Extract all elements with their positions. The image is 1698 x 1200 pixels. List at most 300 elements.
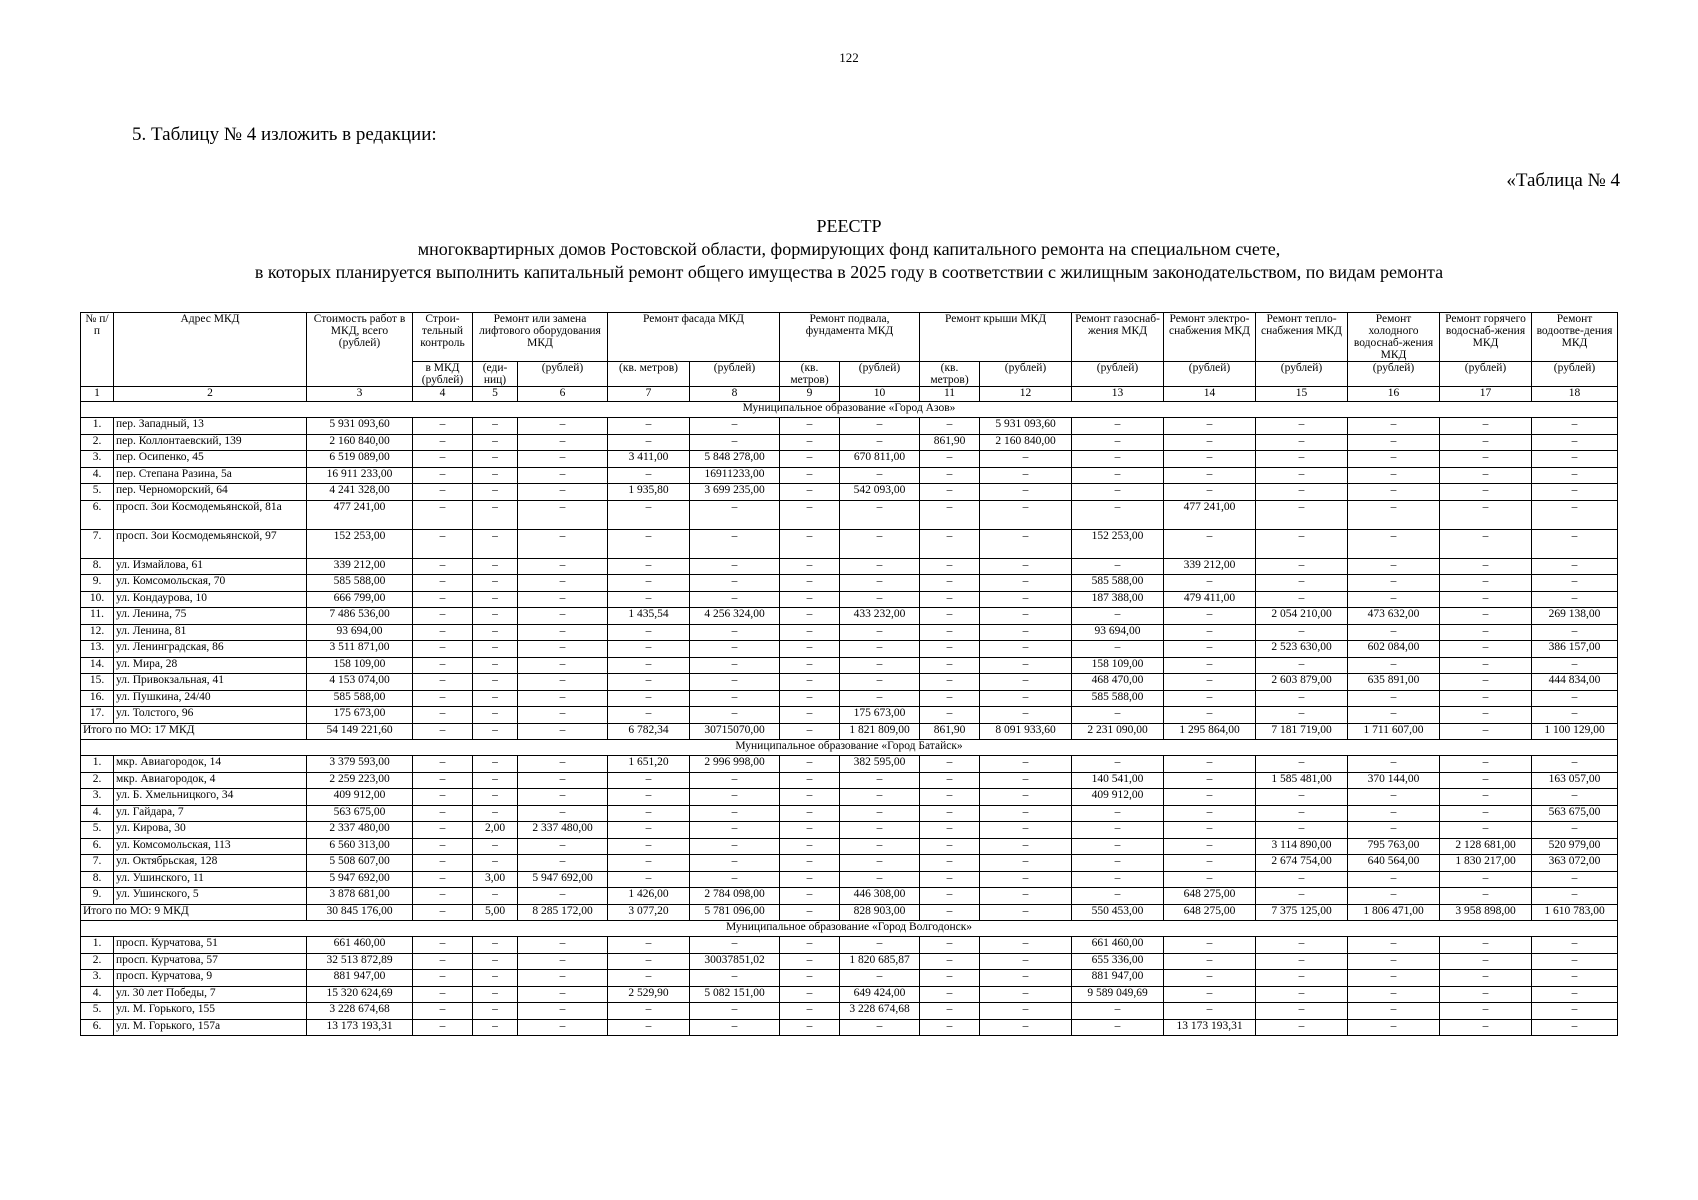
value-cell: – <box>780 467 840 484</box>
value-cell: – <box>608 805 690 822</box>
value-cell: – <box>920 986 980 1003</box>
column-number: 4 <box>413 387 473 402</box>
value-cell: – <box>840 789 920 806</box>
header-lift: Ремонт или замена лифтового оборудования МКД <box>473 313 608 362</box>
header-basement-rub: (рублей) <box>840 362 920 387</box>
value-cell: – <box>413 484 473 501</box>
value-cell: – <box>920 822 980 839</box>
value-cell: – <box>413 690 473 707</box>
total-value: 7 181 719,00 <box>1256 723 1348 740</box>
total-value: 861,90 <box>920 723 980 740</box>
total-value: 3 077,20 <box>608 904 690 921</box>
table-row <box>81 657 1618 674</box>
value-cell: – <box>1532 575 1618 592</box>
value-cell: – <box>473 558 518 575</box>
value-cell: – <box>840 1019 920 1036</box>
header-roof: Ремонт крыши МКД <box>920 313 1072 362</box>
table-row <box>81 937 1618 954</box>
value-cell: – <box>690 591 780 608</box>
value-cell: – <box>840 575 920 592</box>
value-cell: – <box>1440 624 1532 641</box>
value-cell: – <box>1256 986 1348 1003</box>
address-cell: ул. Комсомольская, 113 <box>114 838 307 855</box>
column-number: 16 <box>1348 387 1440 402</box>
value-cell: – <box>780 451 840 468</box>
address-cell: просп. Зои Космодемьянской, 81а <box>114 500 307 529</box>
row-number: 15. <box>81 674 114 691</box>
value-cell: – <box>1256 575 1348 592</box>
value-cell: – <box>980 822 1072 839</box>
row-number: 8. <box>81 871 114 888</box>
value-cell: 409 912,00 <box>307 789 413 806</box>
value-cell: – <box>413 674 473 691</box>
row-number: 3. <box>81 789 114 806</box>
value-cell: – <box>1072 1003 1164 1020</box>
value-cell: – <box>690 937 780 954</box>
value-cell: 1 830 217,00 <box>1440 855 1532 872</box>
value-cell: – <box>608 575 690 592</box>
value-cell: – <box>1532 986 1618 1003</box>
column-number: 17 <box>1440 387 1532 402</box>
value-cell: 648 275,00 <box>1164 888 1256 905</box>
value-cell: – <box>1348 937 1440 954</box>
address-cell: пер. Коллонтаевский, 139 <box>114 434 307 451</box>
column-number: 10 <box>840 387 920 402</box>
value-cell: – <box>780 805 840 822</box>
value-cell: 2 529,90 <box>608 986 690 1003</box>
section-title: Муниципальное образование «Город Батайск» <box>81 740 1618 756</box>
value-cell: – <box>518 641 608 658</box>
value-cell: – <box>1164 855 1256 872</box>
value-cell: – <box>608 1019 690 1036</box>
value-cell: 3 878 681,00 <box>307 888 413 905</box>
value-cell: – <box>473 529 518 558</box>
value-cell: – <box>1532 756 1618 773</box>
value-cell: – <box>1164 970 1256 987</box>
value-cell: 2 603 879,00 <box>1256 674 1348 691</box>
value-cell: – <box>1532 500 1618 529</box>
value-cell: 13 173 193,31 <box>307 1019 413 1036</box>
value-cell: – <box>473 434 518 451</box>
value-cell: 93 694,00 <box>1072 624 1164 641</box>
section-title: Муниципальное образование «Город Азов» <box>81 402 1618 418</box>
value-cell: – <box>980 772 1072 789</box>
value-cell: 1 426,00 <box>608 888 690 905</box>
value-cell: – <box>690 970 780 987</box>
table-row <box>81 838 1618 855</box>
value-cell: – <box>1348 591 1440 608</box>
value-cell: – <box>1348 500 1440 529</box>
value-cell: – <box>518 855 608 872</box>
value-cell: – <box>608 529 690 558</box>
value-cell: – <box>473 451 518 468</box>
value-cell: – <box>690 1019 780 1036</box>
value-cell: – <box>920 838 980 855</box>
value-cell: – <box>1256 970 1348 987</box>
value-cell: – <box>780 434 840 451</box>
total-value: 2 231 090,00 <box>1072 723 1164 740</box>
table-row <box>81 500 1618 529</box>
value-cell: – <box>920 772 980 789</box>
value-cell: – <box>980 657 1072 674</box>
value-cell: 602 084,00 <box>1348 641 1440 658</box>
value-cell: 93 694,00 <box>307 624 413 641</box>
value-cell: – <box>1072 756 1164 773</box>
value-cell: 5 947 692,00 <box>307 871 413 888</box>
value-cell: – <box>1532 937 1618 954</box>
value-cell: – <box>690 855 780 872</box>
header-basement-m: (кв. метров) <box>780 362 840 387</box>
table-row <box>81 1003 1618 1020</box>
value-cell: – <box>690 657 780 674</box>
value-cell: – <box>413 937 473 954</box>
value-cell: – <box>1348 871 1440 888</box>
value-cell: – <box>1072 855 1164 872</box>
title-line-1: РЕЕСТР <box>816 216 882 236</box>
row-number: 3. <box>81 970 114 987</box>
value-cell: – <box>1072 500 1164 529</box>
value-cell: – <box>1440 418 1532 435</box>
value-cell: – <box>608 467 690 484</box>
total-value: – <box>413 723 473 740</box>
value-cell: 6 519 089,00 <box>307 451 413 468</box>
value-cell: – <box>413 467 473 484</box>
value-cell: – <box>980 690 1072 707</box>
value-cell: – <box>1440 674 1532 691</box>
value-cell: – <box>920 529 980 558</box>
value-cell: – <box>1072 838 1164 855</box>
value-cell: – <box>608 1003 690 1020</box>
value-cell: 655 336,00 <box>1072 953 1164 970</box>
value-cell: – <box>473 937 518 954</box>
value-cell: 386 157,00 <box>1532 641 1618 658</box>
address-cell: пер. Черноморский, 64 <box>114 484 307 501</box>
header-drain-sub: (рублей) <box>1532 362 1618 387</box>
value-cell: – <box>1440 871 1532 888</box>
value-cell: – <box>1348 888 1440 905</box>
value-cell: – <box>473 855 518 872</box>
address-cell: пер. Степана Разина, 5а <box>114 467 307 484</box>
value-cell: – <box>473 756 518 773</box>
value-cell: 585 588,00 <box>1072 575 1164 592</box>
value-cell: – <box>473 467 518 484</box>
value-cell: – <box>780 529 840 558</box>
value-cell: – <box>840 641 920 658</box>
value-cell: – <box>690 500 780 529</box>
value-cell: – <box>473 575 518 592</box>
value-cell: – <box>413 591 473 608</box>
address-cell: пер. Западный, 13 <box>114 418 307 435</box>
table-row <box>81 624 1618 641</box>
value-cell: – <box>690 690 780 707</box>
row-number: 7. <box>81 855 114 872</box>
value-cell: – <box>473 953 518 970</box>
value-cell: – <box>608 641 690 658</box>
value-cell: 5 947 692,00 <box>518 871 608 888</box>
value-cell: – <box>608 838 690 855</box>
value-cell: – <box>980 986 1072 1003</box>
value-cell: – <box>1072 418 1164 435</box>
registry-table <box>80 312 1618 1036</box>
address-cell: ул. Б. Хмельницкого, 34 <box>114 789 307 806</box>
value-cell: – <box>840 838 920 855</box>
row-number: 4. <box>81 467 114 484</box>
header-lift-units: (еди-ниц) <box>473 362 518 387</box>
value-cell: – <box>518 484 608 501</box>
value-cell: – <box>608 822 690 839</box>
table-row <box>81 591 1618 608</box>
value-cell: – <box>1348 418 1440 435</box>
value-cell: 1 820 685,87 <box>840 953 920 970</box>
header-heat: Ремонт тепло-снабжения МКД <box>1256 313 1348 362</box>
value-cell: – <box>608 558 690 575</box>
table-row <box>81 772 1618 789</box>
value-cell: – <box>608 418 690 435</box>
value-cell: – <box>608 690 690 707</box>
value-cell: – <box>1532 657 1618 674</box>
column-number: 13 <box>1072 387 1164 402</box>
value-cell: 3 228 674,68 <box>307 1003 413 1020</box>
value-cell: 446 308,00 <box>840 888 920 905</box>
value-cell: – <box>473 805 518 822</box>
value-cell: – <box>608 500 690 529</box>
value-cell: – <box>980 1003 1072 1020</box>
value-cell: – <box>690 434 780 451</box>
value-cell: – <box>608 953 690 970</box>
value-cell: – <box>1532 707 1618 724</box>
value-cell: – <box>413 624 473 641</box>
value-cell: – <box>473 1003 518 1020</box>
header-gas-sub: (рублей) <box>1072 362 1164 387</box>
value-cell: – <box>780 657 840 674</box>
value-cell: – <box>1164 690 1256 707</box>
table-row <box>81 434 1618 451</box>
value-cell: – <box>1072 467 1164 484</box>
value-cell: – <box>1348 789 1440 806</box>
value-cell: – <box>920 756 980 773</box>
value-cell: 585 588,00 <box>307 690 413 707</box>
value-cell: – <box>690 529 780 558</box>
value-cell: – <box>920 953 980 970</box>
value-cell: 30037851,02 <box>690 953 780 970</box>
value-cell: – <box>473 970 518 987</box>
row-number: 14. <box>81 657 114 674</box>
value-cell: – <box>518 591 608 608</box>
column-number: 18 <box>1532 387 1618 402</box>
table-row <box>81 558 1618 575</box>
value-cell: – <box>1440 690 1532 707</box>
value-cell: – <box>980 641 1072 658</box>
value-cell: 3 411,00 <box>608 451 690 468</box>
value-cell: – <box>690 558 780 575</box>
value-cell: – <box>413 805 473 822</box>
value-cell: – <box>518 657 608 674</box>
address-cell: ул. Измайлова, 61 <box>114 558 307 575</box>
section-title: Муниципальное образование «Город Волгодонск» <box>81 921 1618 937</box>
value-cell: 2 259 223,00 <box>307 772 413 789</box>
value-cell: – <box>518 707 608 724</box>
value-cell: – <box>413 529 473 558</box>
value-cell: – <box>1532 467 1618 484</box>
value-cell: 3 699 235,00 <box>690 484 780 501</box>
value-cell: – <box>780 855 840 872</box>
table-row <box>81 608 1618 625</box>
value-cell: – <box>1256 707 1348 724</box>
value-cell: – <box>1164 772 1256 789</box>
value-cell: – <box>920 641 980 658</box>
column-number: 1 <box>81 387 114 402</box>
value-cell: – <box>608 434 690 451</box>
value-cell: – <box>608 674 690 691</box>
value-cell: 670 811,00 <box>840 451 920 468</box>
total-value: 1 295 864,00 <box>1164 723 1256 740</box>
value-cell: – <box>1532 871 1618 888</box>
value-cell: – <box>473 838 518 855</box>
header-hot-sub: (рублей) <box>1440 362 1532 387</box>
row-number: 16. <box>81 690 114 707</box>
table-caption: «Таблица № 4 <box>1506 170 1620 191</box>
value-cell: – <box>1072 888 1164 905</box>
value-cell: – <box>1072 707 1164 724</box>
value-cell: – <box>690 789 780 806</box>
value-cell: – <box>840 772 920 789</box>
value-cell: – <box>1256 871 1348 888</box>
value-cell: – <box>1348 970 1440 987</box>
value-cell: – <box>1256 657 1348 674</box>
table-row <box>81 707 1618 724</box>
value-cell: 409 912,00 <box>1072 789 1164 806</box>
row-number: 6. <box>81 838 114 855</box>
value-cell: – <box>1440 558 1532 575</box>
value-cell: – <box>690 805 780 822</box>
value-cell: – <box>840 624 920 641</box>
value-cell: – <box>518 500 608 529</box>
value-cell: – <box>840 690 920 707</box>
value-cell: – <box>980 756 1072 773</box>
value-cell: – <box>980 937 1072 954</box>
value-cell: – <box>840 674 920 691</box>
value-cell: 15 320 624,69 <box>307 986 413 1003</box>
value-cell: – <box>608 789 690 806</box>
value-cell: 479 411,00 <box>1164 591 1256 608</box>
value-cell: – <box>920 855 980 872</box>
value-cell: – <box>473 641 518 658</box>
value-cell: – <box>1532 970 1618 987</box>
table-row <box>81 986 1618 1003</box>
value-cell: – <box>980 970 1072 987</box>
total-value: 54 149 221,60 <box>307 723 413 740</box>
value-cell: – <box>1348 1003 1440 1020</box>
header-no: № п/п <box>81 313 114 387</box>
value-cell: 6 560 313,00 <box>307 838 413 855</box>
value-cell: – <box>1532 789 1618 806</box>
row-number: 6. <box>81 1019 114 1036</box>
value-cell: – <box>518 608 608 625</box>
value-cell: – <box>1440 970 1532 987</box>
value-cell: 140 541,00 <box>1072 772 1164 789</box>
value-cell: – <box>840 467 920 484</box>
header-electro-sub: (рублей) <box>1164 362 1256 387</box>
intro-text: 5. Таблицу № 4 изложить в редакции: <box>132 124 437 145</box>
value-cell: 3 114 890,00 <box>1256 838 1348 855</box>
value-cell: – <box>1440 888 1532 905</box>
value-cell: – <box>780 418 840 435</box>
value-cell: 444 834,00 <box>1532 674 1618 691</box>
value-cell: – <box>518 970 608 987</box>
value-cell: 795 763,00 <box>1348 838 1440 855</box>
value-cell: – <box>1256 434 1348 451</box>
page-number: 122 <box>839 50 859 65</box>
value-cell: – <box>980 1019 1072 1036</box>
value-cell: – <box>1348 986 1440 1003</box>
value-cell: – <box>780 986 840 1003</box>
value-cell: – <box>518 434 608 451</box>
value-cell: – <box>1440 529 1532 558</box>
address-cell: ул. Ленинградская, 86 <box>114 641 307 658</box>
value-cell: 585 588,00 <box>307 575 413 592</box>
value-cell: – <box>780 789 840 806</box>
value-cell: – <box>1440 1019 1532 1036</box>
value-cell: – <box>518 756 608 773</box>
value-cell: – <box>413 986 473 1003</box>
header-control: Строи-тельный контроль <box>413 313 473 362</box>
value-cell: – <box>413 789 473 806</box>
value-cell: – <box>1348 451 1440 468</box>
value-cell: – <box>1164 575 1256 592</box>
value-cell: – <box>920 871 980 888</box>
value-cell: – <box>1440 805 1532 822</box>
value-cell: – <box>1072 1019 1164 1036</box>
value-cell: – <box>920 608 980 625</box>
value-cell: 2,00 <box>473 822 518 839</box>
value-cell: – <box>840 434 920 451</box>
value-cell: – <box>413 641 473 658</box>
value-cell: 433 232,00 <box>840 608 920 625</box>
table-row <box>81 970 1618 987</box>
value-cell: – <box>608 937 690 954</box>
value-cell: – <box>473 789 518 806</box>
value-cell: – <box>608 657 690 674</box>
value-cell: – <box>690 707 780 724</box>
value-cell: – <box>920 624 980 641</box>
value-cell: – <box>518 789 608 806</box>
total-label: Итого по МО: 17 МКД <box>81 723 307 740</box>
value-cell: – <box>1440 772 1532 789</box>
value-cell: 152 253,00 <box>307 529 413 558</box>
table-row <box>81 467 1618 484</box>
value-cell: – <box>920 789 980 806</box>
value-cell: – <box>1256 591 1348 608</box>
value-cell: – <box>518 674 608 691</box>
value-cell: – <box>1072 558 1164 575</box>
value-cell: – <box>518 529 608 558</box>
value-cell: – <box>473 986 518 1003</box>
value-cell: 661 460,00 <box>1072 937 1164 954</box>
value-cell: – <box>980 484 1072 501</box>
header-address: Адрес МКД <box>114 313 307 387</box>
value-cell: – <box>473 690 518 707</box>
value-cell: – <box>1164 789 1256 806</box>
header-electro: Ремонт электро-снабжения МКД <box>1164 313 1256 362</box>
total-value: 30 845 176,00 <box>307 904 413 921</box>
value-cell: – <box>1532 591 1618 608</box>
value-cell: – <box>840 591 920 608</box>
value-cell: 2 160 840,00 <box>980 434 1072 451</box>
total-value: 7 375 125,00 <box>1256 904 1348 921</box>
value-cell: – <box>518 1003 608 1020</box>
value-cell: – <box>920 937 980 954</box>
table-row <box>81 529 1618 558</box>
